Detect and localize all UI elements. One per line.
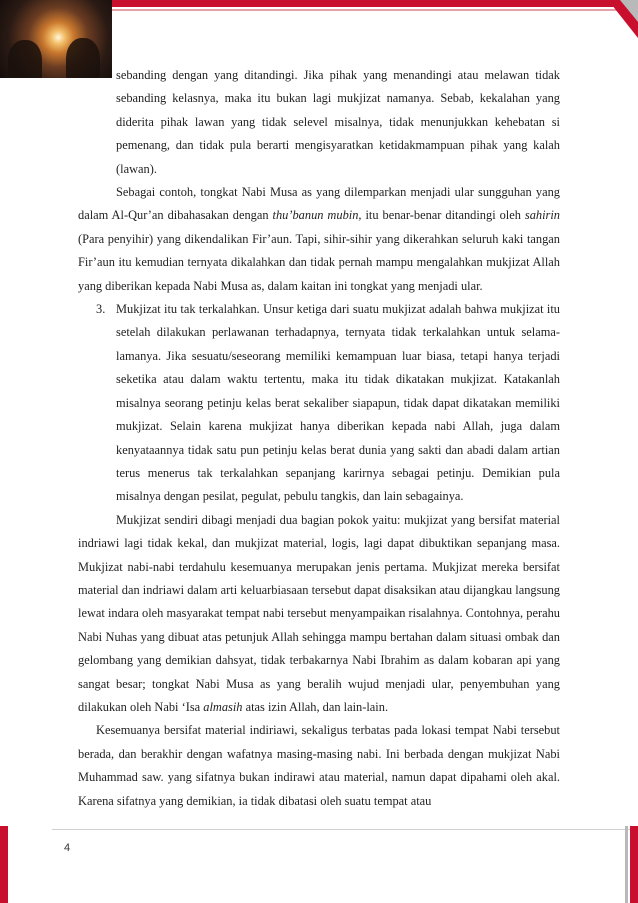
paragraph-material-indriawi: Kesemuanya bersifat material indiriawi, sekaligus terbatas pada lokasi tempat Nabi tersebut berada, dan berakhir dengan wafatnya masing-masing nabi. Ini berbada dengan mukjizat Nabi Muhammad saw. yang sifatnya bukan indirawi atau material, namun dapat dipahami oleh akal. Karena sifatnya yang demikian, ia tidak dibatasi oleh suatu tempat atau	[78, 723, 560, 808]
header-red-bar	[112, 0, 638, 7]
list-item-text: Mukjizat itu tak terkalahkan. Unsur ketiga dari suatu mukjizat adalah bahwa mukjizat itu setelah dilakukan perlawanan terhadapnya, ternyata tidak terkalahkan untuk selama-lamanya. Jika sesuatu/seseorang memiliki kemampuan luar biasa, tetapi hanya terjadi seketika atau dalam waktu tertentu, maka itu tidak dikatakan mukjizat. Katakanlah misalnya seorang petinju kelas berat sekaliber siapapun, tidak dapat dikatakan memiliki mukjizat. Selain karena mukjizat hanya diberikan kepada nabi Allah, juga dalam kenyataannya tidak satu pun petinju kelas berat dunia yang sakti dan abadi dalam artian terus menerus tak terkalahkan sepanjang karirnya sebagai petinju. Demikian pula misalnya dengan pesilat, pegulat, pebulu tangkis, dan lain sebagainya.	[116, 302, 560, 504]
text-run: Mukjizat sendiri dibagi menjadi dua bagian pokok yaitu: mukjizat yang bersifat material indriawi lagi tidak kekal, dan mukjizat material, logis, lagi dapat dibuktikan sepanjang masa. Mukjizat nabi-nabi terdahulu kesemuanya merupakan jenis pertama. Mukjizat mereka bersifat material dan indriawi dalam arti keluarbiasaan tersebut dapat disaksikan atau dijangkau langsung lewat indara oleh masyarakat tempat nabi tersebut menyampaikan risalahnya. Contohnya, perahu Nabi Nuhas yang dibuat atas petunjuk Allah sehingga mampu bertahan dalam situasi ombak dan gelombang yang demikian dahsyat, tidak terbakarnya Nabi Ibrahim as dalam kobaran api yang sangat besar; tongkat Nabi Musa as yang beralih wujud menjadi ular, penyembuhan yang dilakukan oleh Nabi ‘Isa	[78, 512, 560, 714]
footer-left-bar	[0, 826, 8, 903]
header-corner-grey	[620, 0, 638, 22]
italic-term: almasih	[203, 699, 243, 714]
page-body	[78, 64, 560, 813]
paragraph-example-musa	[78, 181, 560, 298]
paragraph-mukjizat-types	[78, 509, 560, 720]
header-pink-line	[112, 9, 638, 11]
paragraph-continued: sebanding dengan yang ditandingi. Jika pihak yang menandingi atau melawan tidak sebanding kelasnya, maka itu bukan lagi mukjizat namanya. Sebab, kekalahan yang diderita pihak lawan yang tidak selevel misalnya, tidak menunjukkan kehebatan si pemenang, dan tidak pula berarti mengisyaratkan ketidakmampuan pihak yang kalah (lawan).	[116, 68, 560, 176]
italic-term: sahirin	[524, 208, 561, 223]
list-number: 3.	[96, 302, 106, 317]
page-number: 4	[64, 842, 71, 854]
footer-right-bar	[630, 826, 638, 903]
italic-term: thu’banun mubin,	[272, 208, 362, 223]
text-run: atas izin Allah, dan lain-lain.	[242, 699, 389, 714]
text-run: Sebagai contoh, tongkat Nabi Musa as yang dilemparkan menjadi ular sungguhan yang dalam Al-Qur’an dibahasakan dengan	[78, 185, 560, 223]
text-run: (Para penyihir) yang dikendalikan Fir’aun. Tapi, sihir-sihir yang dikerahkan seluruh kaki tangan Fir’aun itu kemudian ternyata dikalahkan dan tidak pernah mampu mengalahkan mukjizat Allah yang diberikan kepada Nabi Musa as, dalam kaitan ini tongkat yang menjadi ular.	[78, 231, 560, 293]
footer-right-grey-bar	[625, 826, 628, 903]
footer-divider	[52, 829, 638, 830]
hand-silhouette-left	[8, 40, 42, 78]
list-item-3	[78, 298, 560, 509]
text-run: itu benar-benar ditandingi oleh	[361, 208, 525, 223]
